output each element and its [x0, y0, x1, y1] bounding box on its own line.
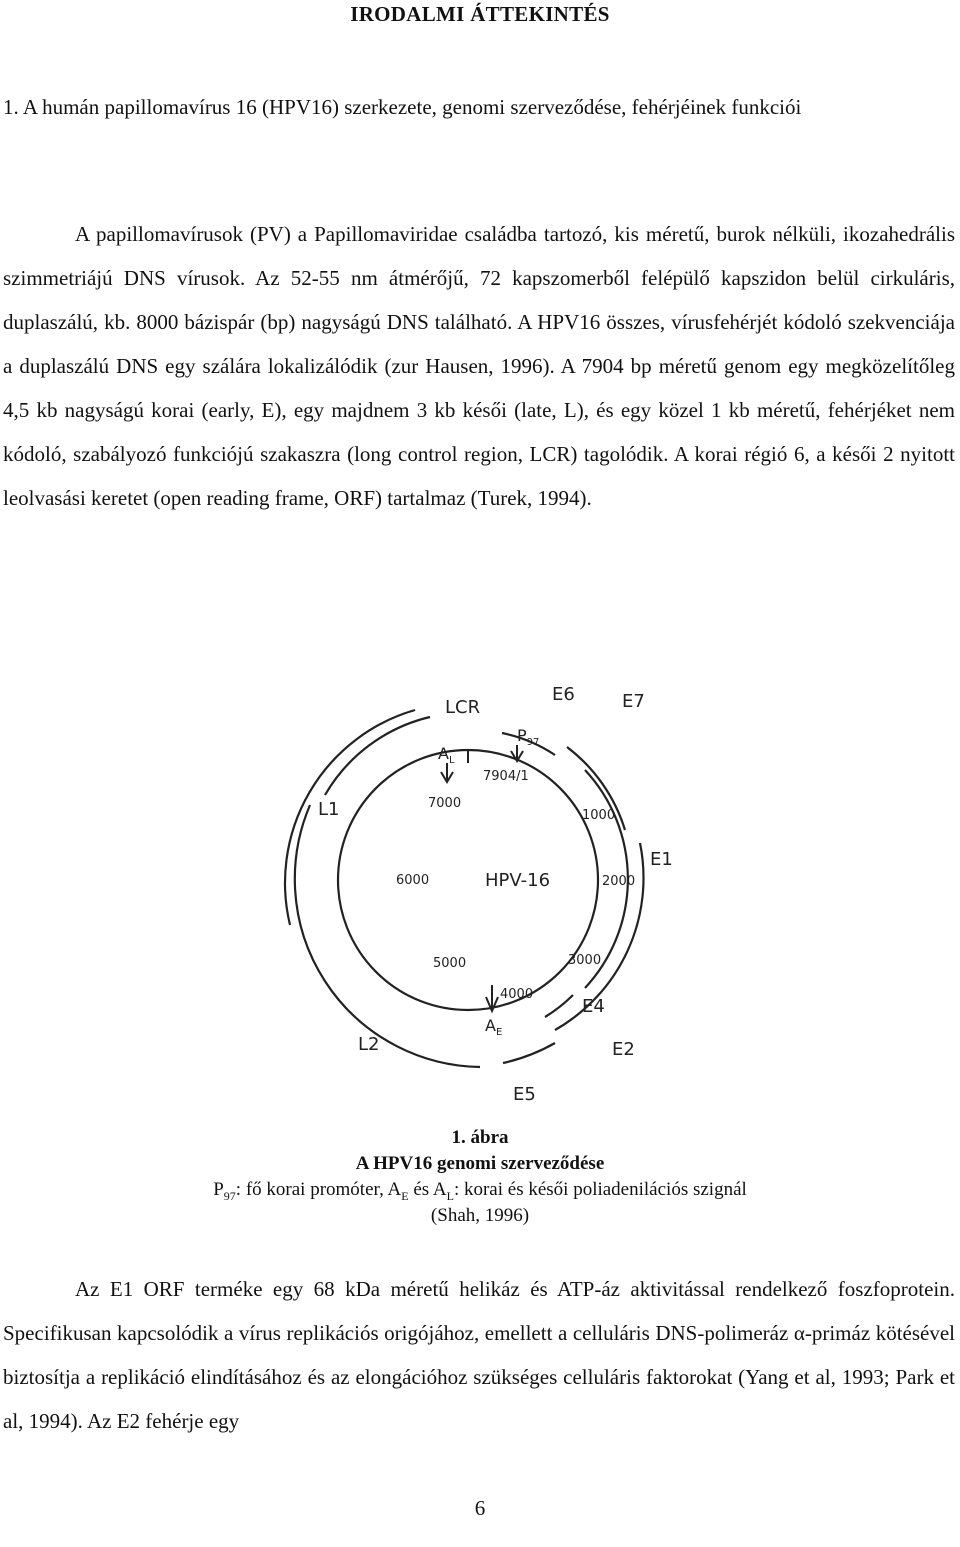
page-number: 6 [474, 1496, 486, 1520]
tick-1000: 1000 [582, 808, 616, 823]
tick-4000: 4000 [500, 987, 534, 1002]
page-title: IRODALMI ÁTTEKINTÉS [350, 2, 610, 26]
lcr-arc [325, 717, 430, 795]
genome-center-label: HPV-16 [485, 870, 551, 891]
label-poly-a-early: $A_E$ [485, 1016, 503, 1038]
label-l2: L2 [358, 1034, 380, 1055]
label-e5: E5 [513, 1084, 536, 1105]
tick-7904-1: 7904/1 [483, 769, 529, 784]
paragraph-e1: Az E1 ORF terméke egy 68 kDa méretű helikáz és ATP-áz aktivitással rendelkező foszfoprotein. Specifikusan kapcsolódik a vírus replikációs origójához, emellett a celluláris DNS-polimeráz α-primáz kötésével biztosítja a replikáció elindításához és az elongációhoz szükséges celluláris faktorokat (Yang et al, 1993; Park et al, 1994). Az E2 fehérje egy [3, 1277, 955, 1433]
tick-2000: 2000 [602, 874, 636, 889]
label-promoter: $P_{97}$ [517, 726, 540, 748]
orf-l2-arc [295, 805, 480, 1067]
label-e1: E1 [650, 849, 673, 870]
tick-5000: 5000 [433, 956, 467, 971]
figure-title: A HPV16 genomi szerveződése [355, 1153, 605, 1174]
orf-e4-arc [545, 995, 573, 1017]
figure-description: $P_{97}$: fő korai promóter, $A_E$ és $A_L$: korai és késői poliadenilációs szignál [213, 1179, 747, 1203]
tick-6000: 6000 [396, 873, 430, 888]
hpv16-genome-figure [255, 655, 690, 1115]
figure-source: (Shah, 1996) [430, 1205, 530, 1226]
orf-e5-arc [503, 1043, 555, 1063]
label-e2: E2 [612, 1039, 635, 1060]
label-poly-a-late: $A_L$ [438, 744, 455, 766]
section-heading: 1. A humán papillomavírus 16 (HPV16) szerkezete, genomi szerveződése, fehérjéinek funkciói [3, 95, 802, 119]
tick-7000: 7000 [428, 796, 462, 811]
figure-number: 1. ábra [451, 1127, 509, 1148]
genome-map [255, 655, 690, 1115]
label-e7: E7 [622, 691, 645, 712]
tick-3000: 3000 [568, 953, 602, 968]
label-e4: E4 [582, 996, 605, 1017]
label-lcr: LCR [445, 697, 481, 718]
label-e6: E6 [552, 684, 575, 705]
paragraph-intro: A papillomavírusok (PV) a Papillomaviridae családba tartozó, kis méretű, burok nélküli, ikozahedrális szimmetriájú DNS vírusok. Az 52-55 nm átmérőjű, 72 kapszomerből felépülő kapszidon belül cirkuláris, duplaszálú, kb. 8000 bázispár (bp) nagyságú DNS található. A HPV16 összes, vírusfehérjét kódoló szekvenciája a duplaszálú DNS egy szálára lokalizálódik (zur Hausen, 1996). A 7904 bp méretű genom egy megközelítőleg 4,5 kb nagyságú korai (early, E), egy majdnem 3 kb késői (late, L), és egy közel 1 kb méretű, fehérjéket nem kódoló, szabályozó funkciójú szakaszra (long control region, LCR) tagolódik. A korai régió 6, a késői 2 nyitott leolvasási keretet (open reading frame, ORF) tartalmaz (Turek, 1994). [3, 222, 955, 510]
genome-circle [338, 750, 598, 1010]
label-l1: L1 [318, 799, 340, 820]
